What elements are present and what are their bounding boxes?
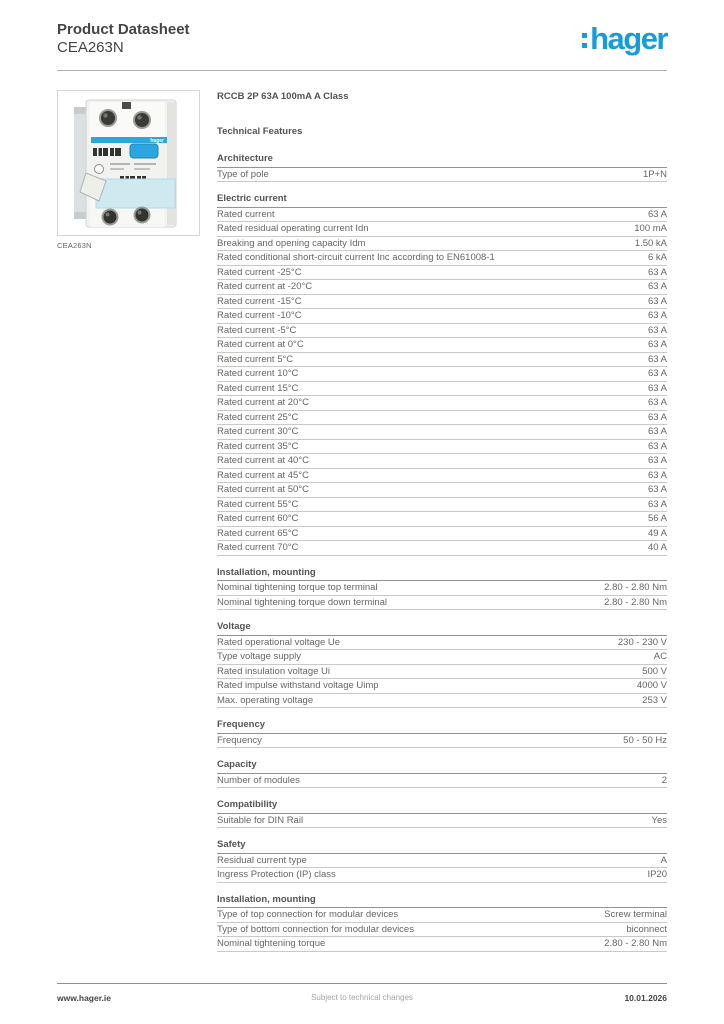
spec-row [217,469,667,484]
spec-value: 230 - 230 V [617,636,667,648]
spec-label: Rated operational voltage Ue [217,636,341,648]
spec-value: 6 kA [647,252,667,263]
spec-row [217,854,667,869]
spec-column [217,90,667,963]
spec-label: Type of bottom connection for modular devices [217,923,414,935]
spec-row [217,774,667,789]
spec-label: Nominal tightening torque top terminal [217,582,378,593]
spec-label: Rated current at 0°C [217,339,304,350]
spec-value: 2.80 - 2.80 Nm [604,938,667,949]
spec-label: Rated current at 20°C [217,397,309,408]
spec-section [217,894,667,952]
spec-label: Rated current 15°C [217,382,299,394]
spec-label: Frequency [217,734,262,746]
spec-label: Rated current 5°C [217,353,294,365]
spec-row [217,382,667,397]
spec-row [217,679,667,694]
spec-row [217,237,667,252]
spec-label: Rated current 30°C [217,426,299,437]
spec-value: 56 A [647,513,667,524]
spec-value: 2.80 - 2.80 Nm [604,582,667,593]
spec-section [217,567,667,611]
spec-label: Rated current -15°C [217,295,302,307]
spec-label: Rated current [217,208,275,220]
spec-section-title: Installation, mounting [217,567,667,582]
spec-label: Rated current at 40°C [217,455,309,466]
spec-value: 63 A [647,397,667,408]
spec-section-title: Architecture [217,153,667,168]
spec-value: IP20 [647,869,667,880]
spec-value: 50 - 50 Hz [623,734,667,746]
spec-row [217,923,667,938]
spec-row [217,168,667,183]
footer-date: 10.01.2026 [624,993,667,1003]
spec-label: Ingress Protection (IP) class [217,869,336,880]
footer-row [57,993,667,1003]
header-titles [57,21,190,57]
spec-value: 2.80 - 2.80 Nm [604,596,667,608]
spec-label: Rated current 55°C [217,498,299,510]
spec-row [217,527,667,542]
spec-value: 63 A [647,295,667,307]
product-image-column [57,90,200,963]
spec-row [217,512,667,527]
rccb-illustration [58,91,199,235]
spec-section [217,799,667,828]
spec-label: Rated current -25°C [217,266,302,278]
spec-row [217,596,667,611]
spec-row [217,694,667,709]
spec-row [217,483,667,498]
spec-value: 49 A [647,527,667,539]
spec-value: 63 A [647,426,667,437]
spec-value: 63 A [647,266,667,278]
spec-value: 63 A [647,353,667,365]
footer-notice: Subject to technical changes [311,993,413,1002]
spec-section-title: Installation, mounting [217,894,667,909]
spec-value: 63 A [647,310,667,321]
spec-row [217,295,667,310]
spec-row [217,324,667,339]
spec-section [217,839,667,883]
spec-label: Rated current 35°C [217,440,299,452]
spec-value: 63 A [647,281,667,292]
hager-logo [582,21,667,56]
spec-section-title: Capacity [217,759,667,774]
spec-row [217,581,667,596]
spec-section-title: Safety [217,839,667,854]
spec-row [217,338,667,353]
spec-row [217,454,667,469]
spec-label: Rated residual operating current Idn [217,223,369,234]
spec-label: Rated current at 50°C [217,484,309,495]
spec-value: 63 A [647,440,667,452]
spec-value: 63 A [647,411,667,423]
spec-label: Rated current 25°C [217,411,299,423]
spec-value: 63 A [647,368,667,379]
spec-value: 1P+N [642,168,667,180]
din-rail [74,107,87,219]
product-image-caption: CEA263N [57,241,92,250]
spec-value: 63 A [647,339,667,350]
spec-row [217,425,667,440]
spec-section [217,153,667,182]
spec-value: Yes [651,814,667,826]
spec-section [217,759,667,788]
spec-label: Max. operating voltage [217,694,314,706]
spec-row [217,937,667,952]
spec-row [217,665,667,680]
spec-value: A [660,854,667,866]
spec-value: AC [653,651,667,662]
spec-value: 63 A [647,324,667,336]
product-image [57,90,200,236]
page-footer [57,983,667,1003]
spec-value: biconnect [626,923,667,935]
svg-text:hager: hager [150,138,164,144]
spec-row [217,222,667,237]
spec-label: Rated current at -20°C [217,281,313,292]
spec-value: 40 A [647,542,667,553]
spec-label: Rated current 65°C [217,527,299,539]
spec-label: Rated current 60°C [217,513,299,524]
spec-label: Rated insulation voltage Ui [217,665,331,677]
spec-value: 500 V [642,665,667,677]
spec-value: 63 A [647,455,667,466]
spec-label: Type voltage supply [217,651,301,662]
header-divider [57,70,667,71]
spec-value: 4000 V [636,680,667,691]
spec-row [217,440,667,455]
spec-section [217,621,667,708]
spec-row [217,208,667,223]
footer-divider [57,983,667,984]
spec-value: 63 A [647,382,667,394]
spec-row [217,353,667,368]
spec-value: 2 [661,774,667,786]
hager-logo-text: hager [590,21,667,56]
main-content [57,90,667,963]
test-button [130,144,158,158]
spec-label: Rated current 10°C [217,368,299,379]
spec-row [217,396,667,411]
spec-label: Number of modules [217,774,300,786]
spec-value: 63 A [647,498,667,510]
spec-row [217,734,667,749]
page-header [57,21,667,57]
spec-row [217,814,667,829]
spec-row [217,367,667,382]
spec-label: Residual current type [217,854,307,866]
spec-value: 63 A [647,208,667,220]
spec-row [217,636,667,651]
spec-row [217,251,667,266]
spec-row [217,498,667,513]
spec-row [217,908,667,923]
spec-section [217,719,667,748]
spec-label: Nominal tightening torque down terminal [217,596,388,608]
spec-label: Rated current -10°C [217,310,302,321]
spec-row [217,266,667,281]
spec-label: Rated impulse withstand voltage Uimp [217,680,379,691]
spec-label: Rated current -5°C [217,324,297,336]
spec-row [217,868,667,883]
spec-label: Suitable for DIN Rail [217,814,304,826]
spec-label: Rated current at 45°C [217,469,309,481]
spec-label: Rated conditional short-circuit current Inc according to EN61008-1 [217,252,495,263]
barcode [93,148,121,156]
spec-value: 100 mA [634,223,667,234]
page-title: Product Datasheet [57,21,190,38]
spec-row [217,309,667,324]
spec-row [217,280,667,295]
spec-value: 63 A [647,469,667,481]
spec-label: Rated current 70°C [217,542,299,553]
spec-value: 63 A [647,484,667,495]
footer-website: www.hager.ie [57,993,112,1003]
spec-value: 253 V [642,694,667,706]
spec-section-title: Compatibility [217,799,667,814]
spec-label: Type of pole [217,168,269,180]
spec-label: Breaking and opening capacity Idm [217,237,366,249]
spec-section-title: Voltage [217,621,667,636]
spec-label: Type of top connection for modular devices [217,909,399,920]
product-code: CEA263N [57,39,124,56]
spec-value: Screw terminal [604,909,667,920]
spec-row [217,650,667,665]
spec-value: 1.50 kA [634,237,667,249]
spec-label: Nominal tightening torque [217,938,326,949]
spec-row [217,541,667,556]
spec-section-title: Frequency [217,719,667,734]
spec-table [217,153,667,952]
technical-features-heading: Technical Features [217,126,303,137]
hager-logo-colon-icon [582,33,588,52]
spec-row [217,411,667,426]
product-title: RCCB 2P 63A 100mA A Class [217,91,349,102]
spec-section [217,193,667,556]
spec-section-title: Electric current [217,193,667,208]
